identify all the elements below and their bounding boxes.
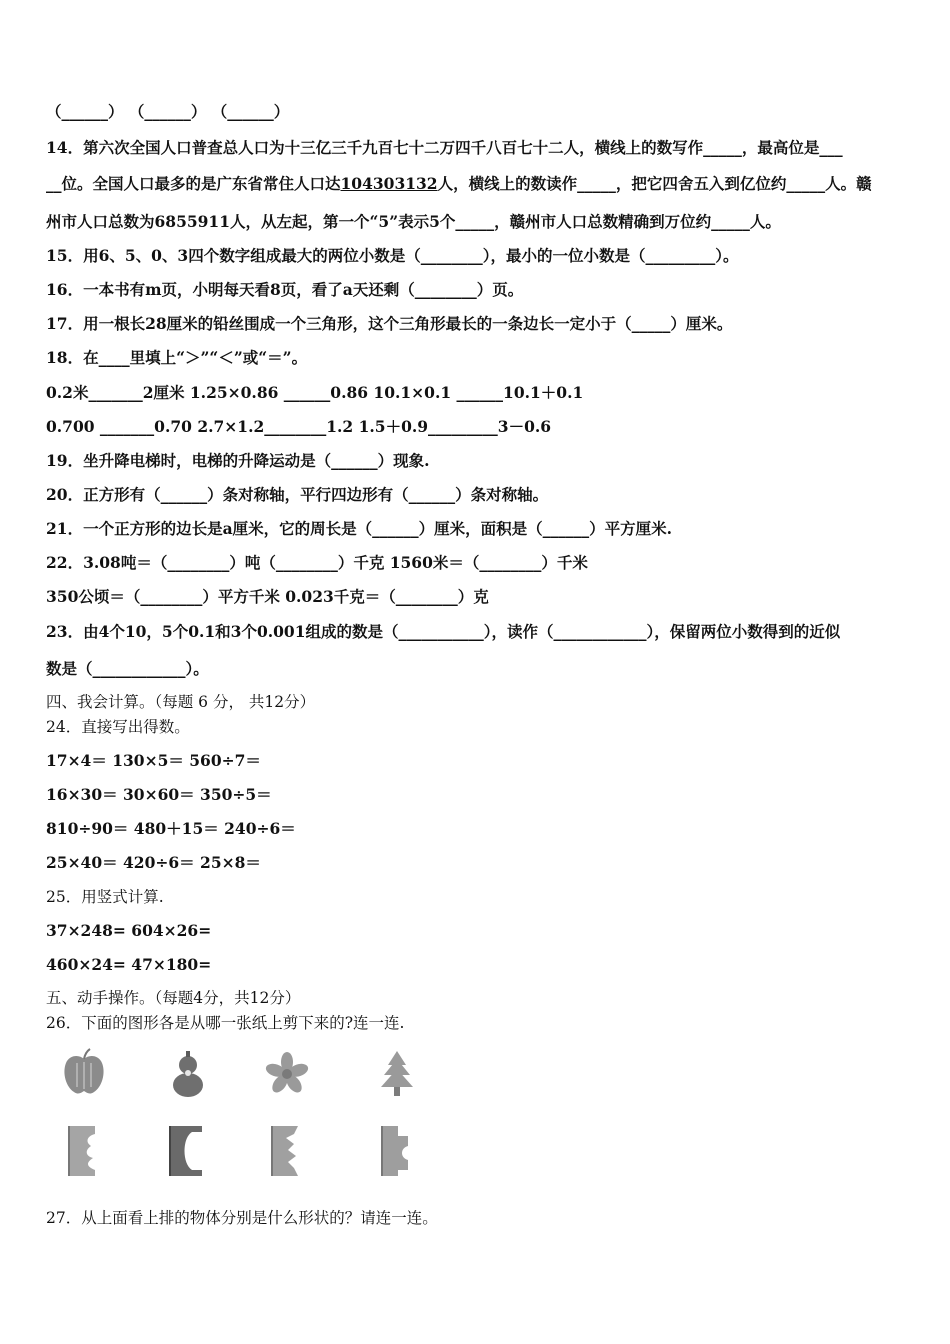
q23-line2: 数是（____________）。 xyxy=(46,659,209,678)
q14-line2 xyxy=(46,174,872,194)
q18-row1: 0.2米_______2厘米 1.25×0.86 ______0.86 10.1×0.1 ______10.1＋0.1 xyxy=(46,383,584,402)
q24-row4: 25×40＝ 420÷6＝ 25×8＝ xyxy=(46,853,261,872)
folded-paper-3-icon xyxy=(258,1122,316,1180)
folded-paper-1-icon xyxy=(55,1122,113,1180)
q21: 21．一个正方形的边长是a厘米，它的周长是（______）厘米，面积是（______）平方厘米. xyxy=(46,519,673,538)
q18: 18．在____里填上“＞”“＜”或“＝”。 xyxy=(46,348,308,367)
gourd-cutout-icon xyxy=(158,1045,216,1103)
q24-row2: 16×30＝ 30×60＝ 350÷5＝ xyxy=(46,785,272,804)
q22-row2: 350公顷＝（________）平方千米 0.023千克＝（________）克 xyxy=(46,587,489,606)
q27: 27．从上面看上排的物体分别是什么形状的？请连一连。 xyxy=(46,1209,438,1227)
q18-row2: 0.700 _______0.70 2.7×1.2________1.2 1.5＋0.9_________3－0.6 xyxy=(46,417,552,436)
folded-paper-2-icon xyxy=(158,1122,216,1180)
q14-line2-text-b: 人，横线上的数读作_____，把它四舍五入到亿位约_____人。赣 xyxy=(437,174,872,193)
q17: 17．用一根长28厘米的铅丝围成一个三角形，这个三角形最长的一条边长一定小于（_____）厘米。 xyxy=(46,314,733,333)
q19: 19．坐升降电梯时，电梯的升降运动是（______）现象. xyxy=(46,451,430,470)
q15: 15．用6、5、0、3四个数字组成最大的两位小数是（________），最小的一位小数是（_________）。 xyxy=(46,246,739,265)
q22-row1: 22．3.08吨＝（________）吨（________）千克 1560米＝（________）千米 xyxy=(46,553,588,572)
flower-cutout-icon xyxy=(258,1045,316,1103)
section-5-heading: 五、动手操作。（每题4分，共12分） xyxy=(46,989,301,1007)
q25-title: 25．用竖式计算. xyxy=(46,888,164,906)
apple-cutout-icon xyxy=(55,1045,113,1103)
q14-line3: 州市人口总数为6855911人，从左起，第一个“5”表示5个_____，赣州市人口总数精确到万位约_____人。 xyxy=(46,212,781,231)
q25-row1: 37×248= 604×26= xyxy=(46,921,212,940)
section-4-heading: 四、我会计算。（每题 6 分， 共12分） xyxy=(46,693,316,711)
q14-line1: 14．第六次全国人口普查总人口为十三亿三千九百七十二万四千八百七十二人，横线上的数写作_____，最高位是___ xyxy=(46,138,843,157)
tree-cutout-icon xyxy=(368,1045,426,1103)
q24-row1: 17×4＝ 130×5＝ 560÷7＝ xyxy=(46,751,261,770)
q16: 16．一本书有m页，小明每天看8页，看了a天还剩（________）页。 xyxy=(46,280,524,299)
q25-row2: 460×24= 47×180= xyxy=(46,955,212,974)
q14-population-number: 104303132 xyxy=(340,174,438,193)
q20: 20．正方形有（______）条对称轴，平行四边形有（______）条对称轴。 xyxy=(46,485,549,504)
q23-line1: 23．由4个10，5个0.1和3个0.001组成的数是（___________），读作（____________），保留两位小数得到的近似 xyxy=(46,622,841,641)
q24-row3: 810÷90＝ 480＋15＝ 240÷6＝ xyxy=(46,819,296,838)
folded-paper-4-icon xyxy=(368,1122,426,1180)
q13-blanks: （______） （______） （______） xyxy=(46,102,290,121)
q14-line2-text-a: __位。全国人口最多的是广东省常住人口达 xyxy=(46,174,341,193)
q24-title: 24．直接写出得数。 xyxy=(46,718,190,736)
q26-title: 26．下面的图形各是从哪一张纸上剪下来的?连一连. xyxy=(46,1014,405,1032)
